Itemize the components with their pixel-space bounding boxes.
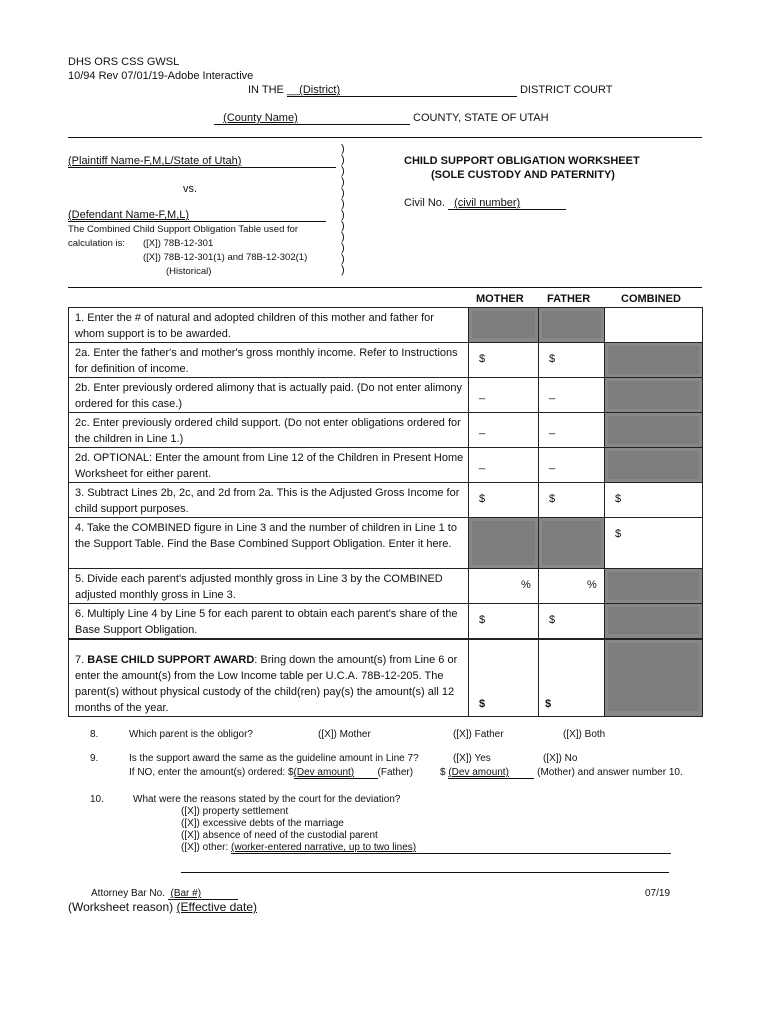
bar-label: Attorney Bar No.	[91, 888, 165, 899]
col-combined: COMBINED	[621, 293, 681, 305]
worksheet-table	[68, 307, 703, 639]
plaintiff-text: (Plaintiff Name-F,M,L/State of Utah)	[68, 155, 242, 167]
caption-parentheses: ) ) ) ) ) ) ) ) ) ) ) )	[341, 143, 345, 276]
q9-dollar: $	[440, 767, 449, 778]
row-combined-cell	[605, 448, 703, 483]
row-description: 5. Divide each parent's adjusted monthly gross in Line 3 by the COMBINED adjusted monthly gross in Line 3.	[69, 569, 469, 604]
vs-label: vs.	[183, 183, 198, 195]
row-father-value: $	[549, 353, 556, 365]
q9-father-label: (Father)	[377, 767, 414, 778]
historical-label: (Historical)	[166, 266, 212, 277]
row-father-cell	[539, 308, 605, 343]
row-description: 2d. OPTIONAL: Enter the amount from Line 12 of the Children in Present Home Worksheet for either parent.	[69, 448, 469, 483]
row-description: 2c. Enter previously ordered child support. (Do not enter obligations ordered for the children in Line 1.)	[69, 413, 469, 448]
row-father-value: _	[549, 458, 556, 470]
row-7-mother-value: $	[479, 698, 486, 710]
row-mother-value: $	[479, 493, 486, 505]
footer-reason-line	[68, 900, 257, 914]
row-father-cell[interactable]	[539, 569, 605, 604]
q10-number: 10.	[90, 794, 104, 805]
row-7-bold: BASE CHILD SUPPORT AWARD	[87, 654, 255, 666]
row-father-cell[interactable]	[539, 378, 605, 413]
q9-mother-line	[440, 767, 683, 779]
row-combined-cell[interactable]	[605, 518, 703, 569]
defendant-text: (Defendant Name-F,M,L)	[68, 209, 190, 221]
q8-number: 8.	[90, 729, 99, 740]
form-title: CHILD SUPPORT OBLIGATION WORKSHEET	[404, 155, 640, 167]
row-combined-value: $	[615, 493, 622, 505]
q9-text: Is the support award the same as the guideline amount in Line 7?	[129, 753, 419, 764]
worksheet-row	[69, 483, 703, 518]
row-description: 1. Enter the # of natural and adopted children of this mother and father for whom support is to be awarded.	[69, 308, 469, 343]
q10-text: What were the reasons stated by the court for the deviation?	[133, 794, 401, 805]
revision-line: 10/94 Rev 07/01/19-Adobe Interactive	[68, 70, 254, 82]
defendant-field[interactable]	[68, 209, 326, 222]
award-table	[68, 639, 703, 717]
row-father-value: $	[549, 614, 556, 626]
col-father: FATHER	[547, 293, 591, 305]
effective-date[interactable]: (Effective date)	[176, 900, 257, 914]
row-mother-cell[interactable]	[469, 343, 539, 378]
row-father-cell[interactable]	[539, 343, 605, 378]
row-mother-cell[interactable]	[469, 378, 539, 413]
form-date: 07/19	[645, 888, 671, 899]
form-subtitle: (SOLE CUSTODY AND PATERNITY)	[431, 169, 615, 181]
q10-reason-debts[interactable]: ([X]) excessive debts of the marriage	[181, 818, 344, 829]
district-field[interactable]: (District)	[299, 84, 341, 96]
row-mother-cell	[469, 308, 539, 343]
row-7-combined	[605, 640, 703, 717]
col-mother: MOTHER	[476, 293, 524, 305]
plaintiff-field[interactable]	[68, 155, 336, 168]
row-father-value: %	[587, 579, 597, 591]
row-combined-cell	[605, 378, 703, 413]
worksheet-row	[69, 413, 703, 448]
table-option-2[interactable]: ([X]) 78B-12-301(1) and 78B-12-302(1)	[143, 252, 308, 263]
row-combined-cell[interactable]	[605, 483, 703, 518]
q8-text: Which parent is the obligor?	[129, 729, 253, 740]
bar-line	[91, 888, 238, 900]
row-description: 2a. Enter the father's and mother's gross monthly income. Refer to Instructions for definition of income.	[69, 343, 469, 378]
row-father-cell[interactable]	[539, 604, 605, 639]
civil-number-field[interactable]: (civil number)	[454, 197, 521, 209]
q9-if-no-label: If NO, enter the amount(s) ordered: $	[129, 767, 294, 778]
table-option-1[interactable]: ([X]) 78B-12-301	[143, 238, 214, 249]
row-mother-value: $	[479, 614, 486, 626]
row-father-cell[interactable]	[539, 448, 605, 483]
row-father-cell[interactable]	[539, 413, 605, 448]
row-mother-cell[interactable]	[469, 604, 539, 639]
q9-no-option[interactable]: ([X]) No	[543, 753, 578, 764]
worksheet-row	[69, 378, 703, 413]
q9-father-amount[interactable]: (Dev amount)	[293, 767, 355, 778]
q9-mother-label: (Mother) and answer number 10.	[534, 767, 683, 778]
row-description: 3. Subtract Lines 2b, 2c, and 2d from 2a. This is the Adjusted Gross Income for child support purposes.	[69, 483, 469, 518]
row-mother-cell[interactable]	[469, 413, 539, 448]
row-7-father-value: $	[545, 698, 552, 710]
row-description: 4. Take the COMBINED figure in Line 3 and the number of children in Line 1 to the Support Table. Find the Base Combined Support Obligation. Enter it here.	[69, 518, 469, 569]
q10-reason-need[interactable]: ([X]) absence of need of the custodial parent	[181, 830, 378, 841]
row-mother-value: _	[479, 423, 486, 435]
row-7-father[interactable]	[539, 640, 605, 717]
table-note: The Combined Child Support Obligation Table used for	[68, 224, 299, 235]
worksheet-row	[69, 569, 703, 604]
county-name-field[interactable]: (County Name)	[223, 112, 298, 124]
in-the-label: IN THE	[248, 84, 287, 96]
row-7-prefix: 7.	[75, 654, 88, 666]
row-father-cell	[539, 518, 605, 569]
q10-other-label: ([X]) other:	[181, 842, 232, 853]
worksheet-row	[69, 518, 703, 569]
row-mother-value: _	[479, 458, 486, 470]
row-combined-cell	[605, 569, 703, 604]
row-combined-cell	[605, 604, 703, 639]
row-combined-value: $	[615, 528, 622, 540]
worksheet-row	[69, 448, 703, 483]
civil-no-line	[404, 197, 566, 210]
row-combined-cell	[605, 343, 703, 378]
row-combined-cell[interactable]	[605, 308, 703, 343]
row-father-value: _	[549, 388, 556, 400]
calc-is-label: calculation is:	[68, 238, 126, 249]
worksheet-reason[interactable]: (Worksheet reason)	[68, 900, 174, 914]
row-father-cell[interactable]	[539, 483, 605, 518]
row-combined-cell	[605, 413, 703, 448]
q9-mother-amount[interactable]: (Dev amount)	[448, 767, 509, 778]
bar-number-field[interactable]: (Bar #)	[170, 888, 202, 899]
row-mother-cell[interactable]	[469, 569, 539, 604]
worksheet-row	[69, 604, 703, 639]
row-description: 2b. Enter previously ordered alimony that is actually paid. (Do not enter alimony ordered for this case.)	[69, 378, 469, 413]
row-7-rest: : Bring down the amount(s) from Line 6 or enter the amount(s) from the Low Income table per U.C.A. 78B-12-205. The parent(s) without physical custody of the child(ren) pay(s) the amount(s) all 12 months of the year.	[75, 654, 458, 714]
row-mother-cell[interactable]	[469, 483, 539, 518]
row-mother-value: _	[479, 388, 486, 400]
q8-mother-option[interactable]: ([X]) Mother	[318, 729, 371, 740]
q9-number: 9.	[90, 753, 99, 764]
q9-if-no-line	[129, 767, 413, 779]
worksheet-row	[69, 308, 703, 343]
row-7-mother[interactable]	[469, 640, 539, 717]
q8-father-option[interactable]: ([X]) Father	[453, 729, 504, 740]
row-7-text	[69, 640, 469, 717]
civil-no-label: Civil No.	[404, 197, 445, 209]
county-state-label: COUNTY, STATE OF UTAH	[410, 112, 549, 124]
worksheet-row	[69, 343, 703, 378]
row-mother-cell[interactable]	[469, 448, 539, 483]
q10-reason-property[interactable]: ([X]) property settlement	[181, 806, 289, 817]
q9-yes-option[interactable]: ([X]) Yes	[453, 753, 491, 764]
row-mother-value: %	[521, 579, 531, 591]
court-line: IN THE __(District) DISTRICT COURT	[248, 84, 613, 96]
row-description: 6. Multiply Line 4 by Line 5 for each parent to obtain each parent's share of the Base Support Obligation.	[69, 604, 469, 639]
q10-second-line[interactable]	[181, 872, 669, 873]
q8-both-option[interactable]: ([X]) Both	[563, 729, 606, 740]
row-7	[69, 640, 703, 717]
header-divider	[68, 137, 702, 138]
row-father-value: $	[549, 493, 556, 505]
county-line	[214, 112, 549, 125]
row-mother-value: $	[479, 353, 486, 365]
row-mother-cell	[469, 518, 539, 569]
caption-divider	[68, 287, 702, 288]
row-father-value: _	[549, 423, 556, 435]
q10-other-narrative[interactable]: (worker-entered narrative, up to two lines)	[231, 842, 417, 853]
agency-code: DHS ORS CSS GWSL	[68, 56, 180, 68]
q10-reason-other[interactable]	[181, 842, 671, 854]
district-court-label: DISTRICT COURT	[516, 84, 613, 96]
